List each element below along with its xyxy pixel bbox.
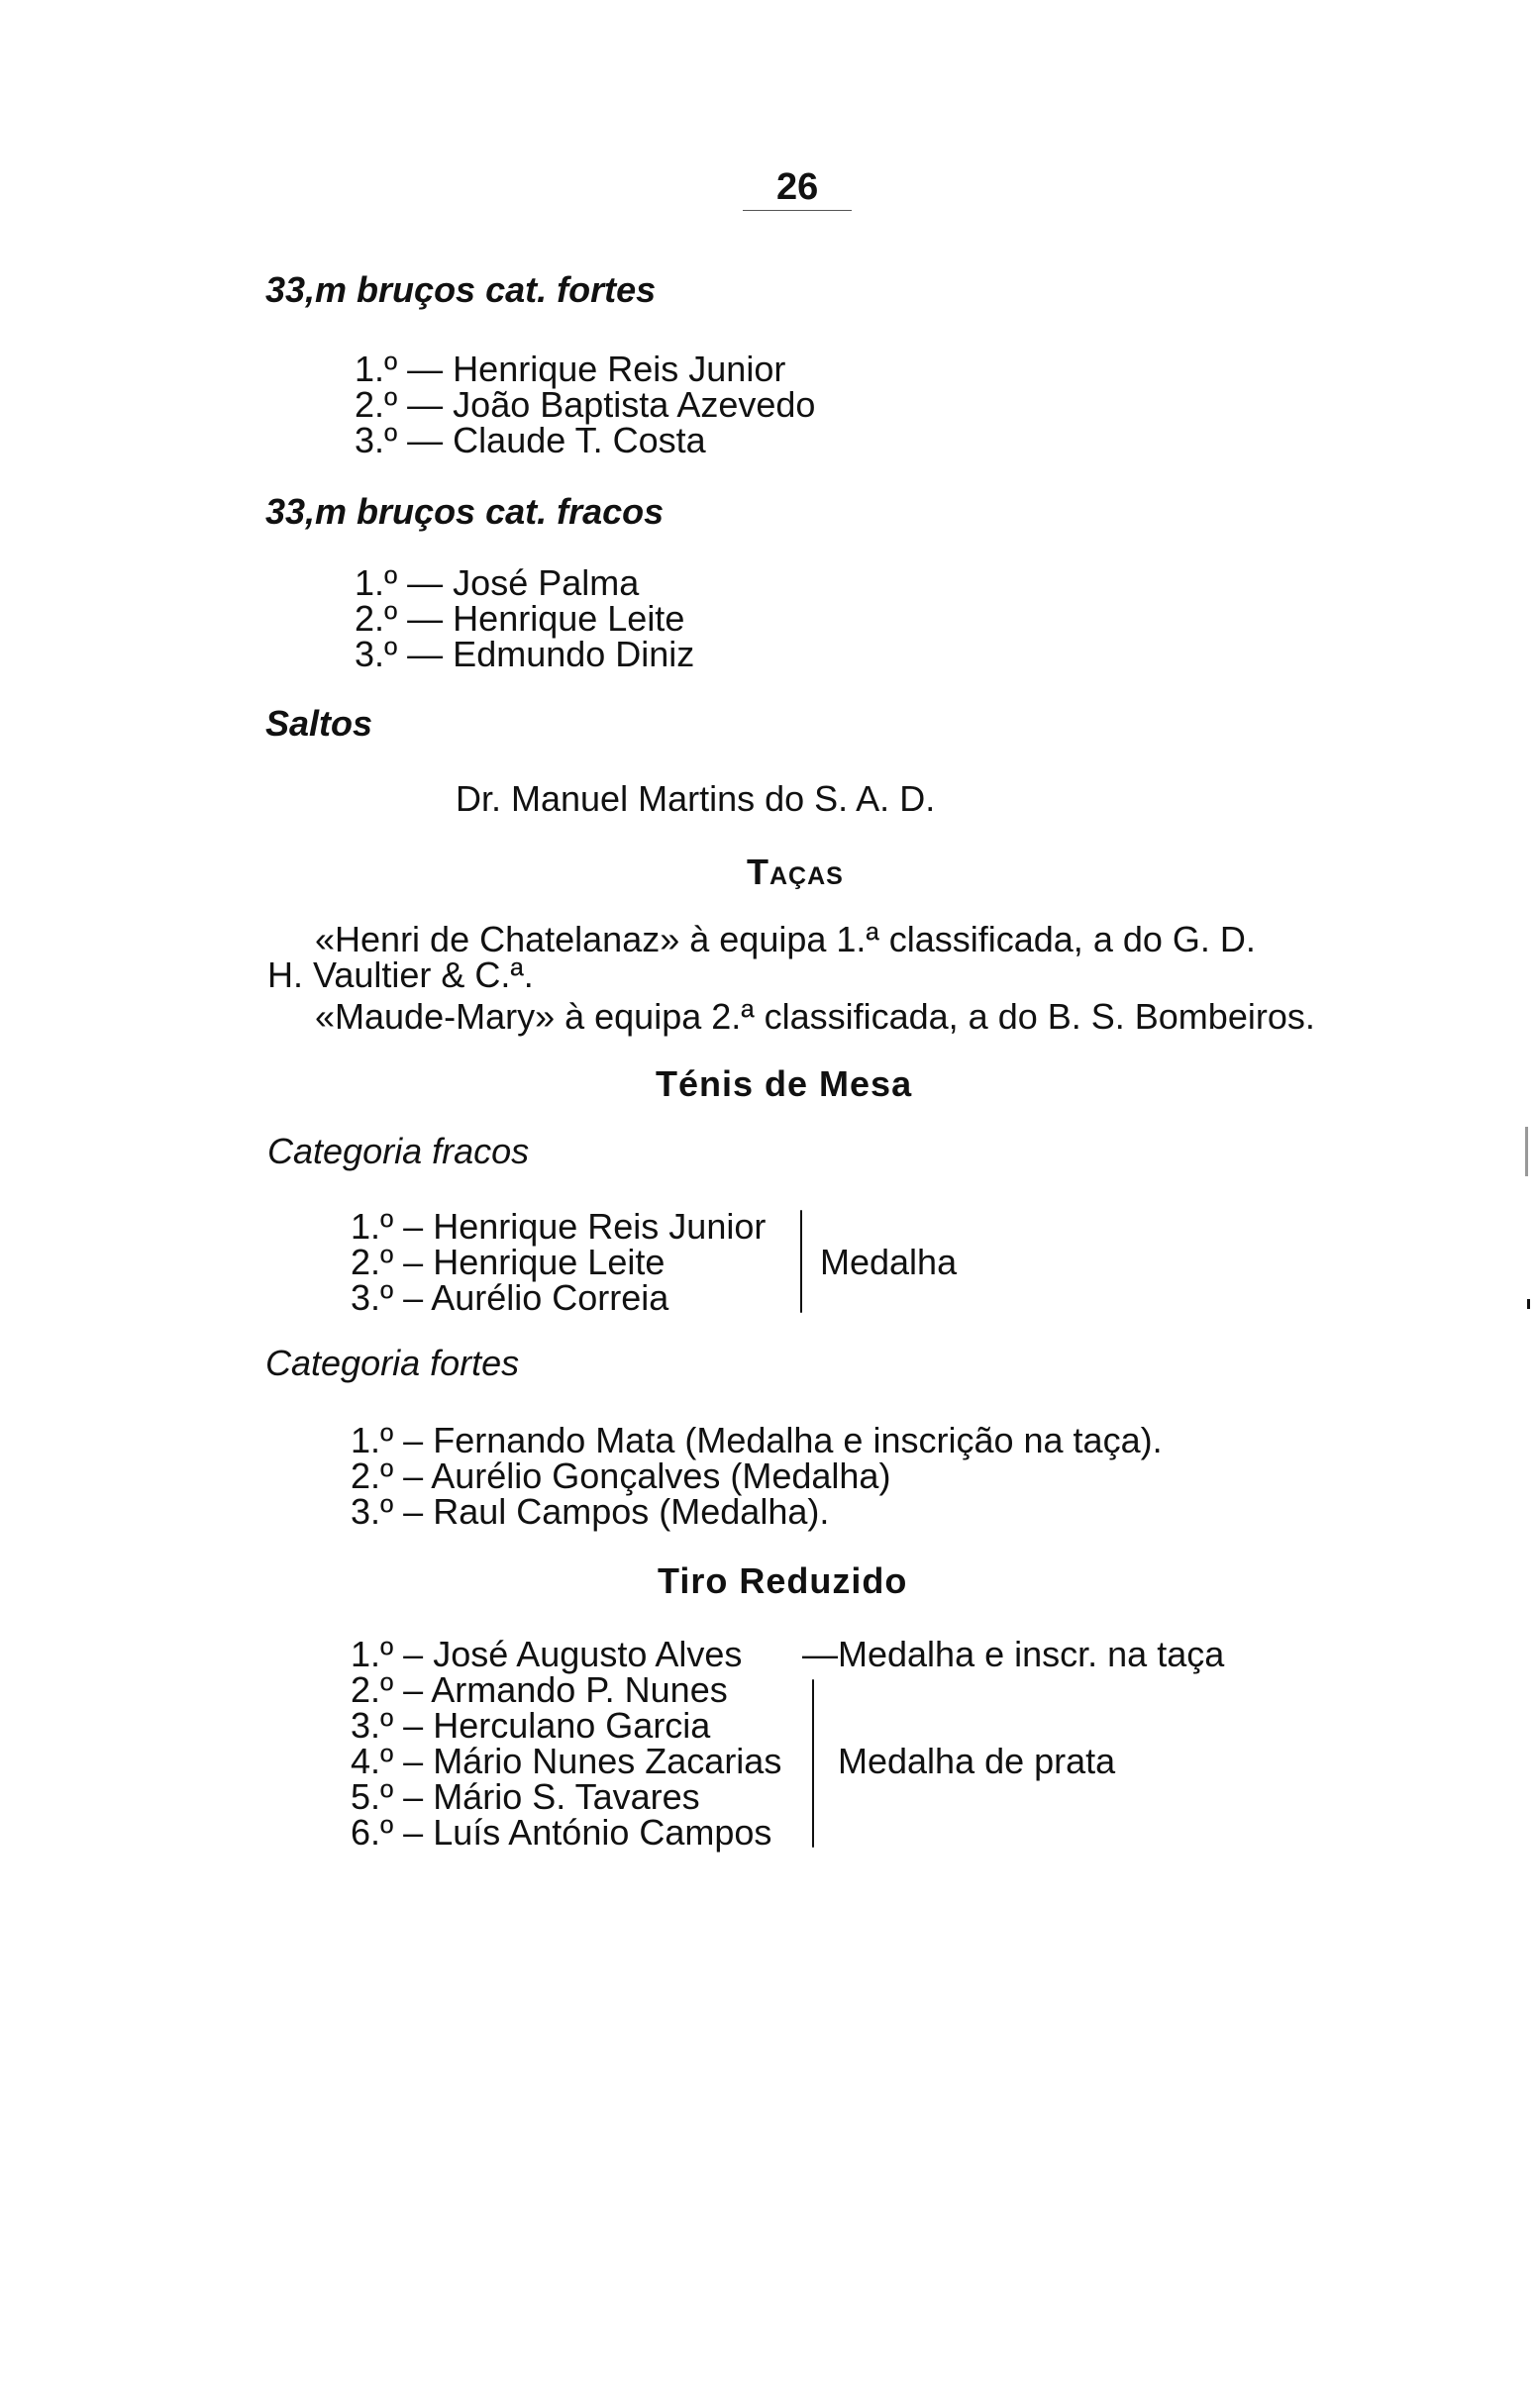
tacas-line: H. Vaultier & C.ª. [267, 954, 534, 995]
section-heading-saltos: Saltos [265, 703, 373, 744]
section-title-tacas: Taças [747, 852, 844, 892]
tacas-line: «Henri de Chatelanaz» à equipa 1.ª classificada, a do G. D. [315, 919, 1256, 959]
list-item: 4.º – Mário Nunes Zacarias [351, 1741, 782, 1781]
scan-margin-dot [1527, 1299, 1530, 1309]
list-item: 2.º – Aurélio Gonçalves (Medalha) [351, 1455, 891, 1496]
list-item: 3.º — Edmundo Diniz [355, 634, 695, 674]
list-item: 2.º — João Baptista Azevedo [355, 384, 816, 425]
section-title-tenis: Ténis de Mesa [656, 1063, 913, 1104]
list-item: 1.º – José Augusto Alves [351, 1634, 743, 1674]
category-heading-fortes: Categoria fortes [265, 1343, 520, 1383]
list-item: 3.º – Aurélio Correia [351, 1277, 669, 1318]
section-title-tiro: Tiro Reduzido [658, 1560, 908, 1601]
category-heading-fracos: Categoria fracos [267, 1131, 530, 1171]
tacas-line: «Maude-Mary» à equipa 2.ª classificada, a do B. S. Bombeiros. [315, 996, 1315, 1037]
page-number: 26 [776, 166, 819, 208]
bracket-fracos [800, 1210, 802, 1313]
saltos-winner: Dr. Manuel Martins do S. A. D. [456, 778, 936, 819]
section-heading-brucos-fracos: 33,m bruços cat. fracos [265, 491, 665, 532]
prize-fracos: Medalha [820, 1242, 958, 1282]
scan-margin-mark [1525, 1127, 1528, 1176]
page-number-rule [743, 210, 852, 211]
bracket-tiro [812, 1679, 814, 1848]
list-item: 3.º — Claude T. Costa [355, 420, 706, 460]
list-item: 3.º – Raul Campos (Medalha). [351, 1491, 830, 1532]
list-item: 6.º – Luís António Campos [351, 1812, 772, 1853]
list-item: 2.º – Armando P. Nunes [351, 1669, 728, 1710]
prize-others: Medalha de prata [838, 1741, 1116, 1781]
list-item: 3.º – Herculano Garcia [351, 1705, 711, 1746]
list-item: 1.º — José Palma [355, 562, 640, 603]
list-item: 1.º — Henrique Reis Junior [355, 349, 786, 389]
list-item: 1.º – Fernando Mata (Medalha e inscrição na taça). [351, 1420, 1163, 1460]
list-item: 5.º – Mário S. Tavares [351, 1776, 700, 1817]
prize-first: —Medalha e inscr. na taça [802, 1634, 1225, 1674]
list-item: 1.º – Henrique Reis Junior [351, 1206, 767, 1247]
list-item: 2.º — Henrique Leite [355, 598, 685, 639]
list-item: 2.º – Henrique Leite [351, 1242, 666, 1282]
section-heading-brucos-fortes: 33,m bruços cat. fortes [265, 269, 657, 310]
